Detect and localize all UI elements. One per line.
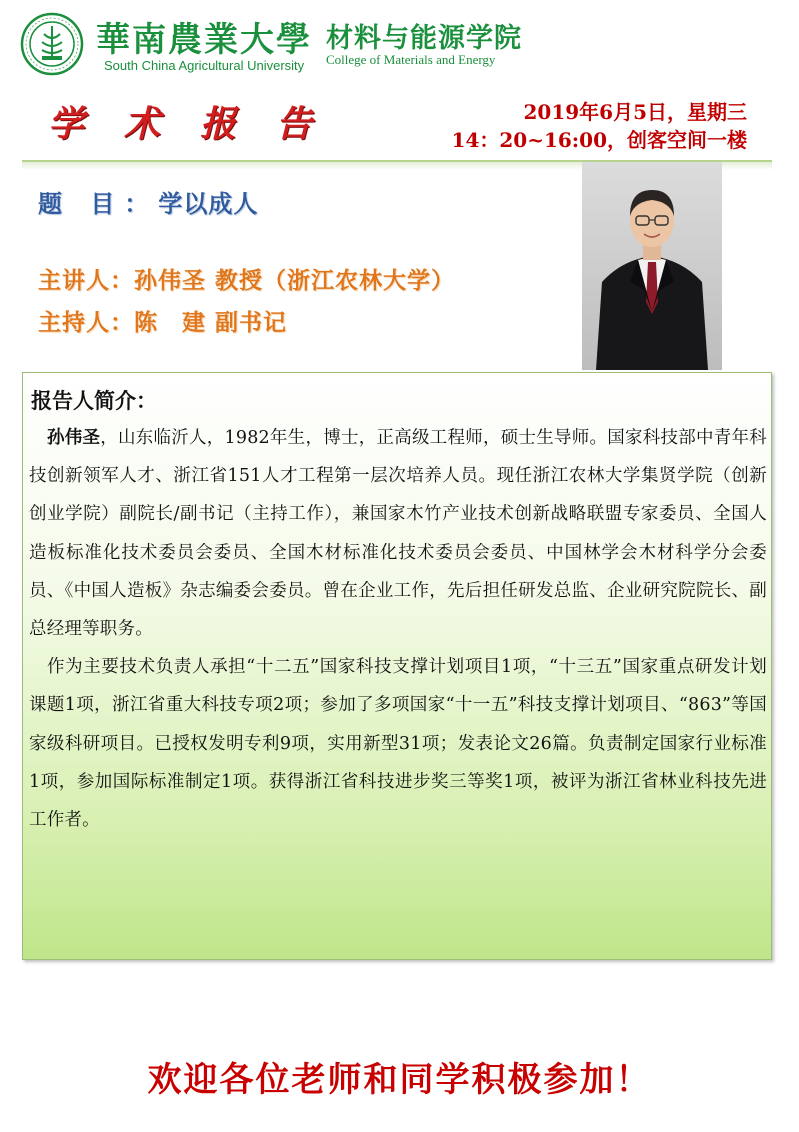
college-name-cn: 材料与能源学院 <box>326 23 522 54</box>
welcome-message: 欢迎各位老师和同学积极参加！ <box>147 1060 652 1100</box>
host-text: 陈 建 副书记 <box>134 310 288 336</box>
college-name-en: College of Materials and Energy <box>326 52 496 67</box>
event-time-place: 14：20~16:00，创客空间一楼 <box>451 128 747 152</box>
speaker-text: 孙伟圣 教授（浙江农林大学） <box>134 268 456 294</box>
bio-text <box>29 419 767 839</box>
event-title: 学术报告 <box>48 103 353 145</box>
speaker-line <box>38 262 455 295</box>
bio-paragraph-1-text: ，山东临沂人，1982年生，博士，正高级工程师，硕士生导师。国家科技部中青年科技创新领军人才、浙江省151人才工程第一层次培养人员。现任浙江农林大学集贤学院（创新创业学院）副院长/副书记（主持工作），兼国家木竹产业技术创新战略联盟专家委员、全国人造板标准化技术委员会委员、全国木材标准化技术委员会委员、中国林学会木材科学分会委员、《中国人造板》杂志编委会委员。曾在企业工作，先后担任研发总监、企业研究院院长、副总经理等职务。 <box>29 428 767 640</box>
speaker-photo <box>582 162 722 370</box>
speaker-bio-box <box>22 372 772 960</box>
speaker-portrait-illustration <box>582 162 722 370</box>
event-date: 2019年6月5日，星期三 <box>523 100 747 124</box>
university-seal-logo <box>20 12 84 76</box>
university-name-en: South China Agricultural University <box>104 58 305 73</box>
host-line <box>38 304 287 337</box>
host-label: 主持人： <box>38 310 134 336</box>
speaker-label: 主讲人： <box>38 268 134 294</box>
event-datetime <box>452 98 747 154</box>
university-name-cn: 華南農業大學 <box>96 20 312 60</box>
bio-paragraph-1 <box>29 419 767 648</box>
bio-heading: 报告人简介： <box>31 389 157 413</box>
topic-line <box>38 184 258 219</box>
topic-label: 题 目： <box>38 190 159 218</box>
bio-paragraph-2: 作为主要技术负责人承担“十二五”国家科技支撑计划项目1项，“十三五”国家重点研发计划课题1项，浙江省重大科技专项2项；参加了多项国家“十一五”科技支撑计划项目、“863”等国家级科研项目。已授权发明专利9项，实用新型31项；发表论文26篇。负责制定国家行业标准1项，参加国际标准制定1项。获得浙江省科技进步奖三等奖1项，被评为浙江省林业科技先进工作者。 <box>29 657 767 831</box>
topic-text: 学以成人 <box>158 190 259 218</box>
bio-speaker-name: 孙伟圣 <box>47 428 101 448</box>
